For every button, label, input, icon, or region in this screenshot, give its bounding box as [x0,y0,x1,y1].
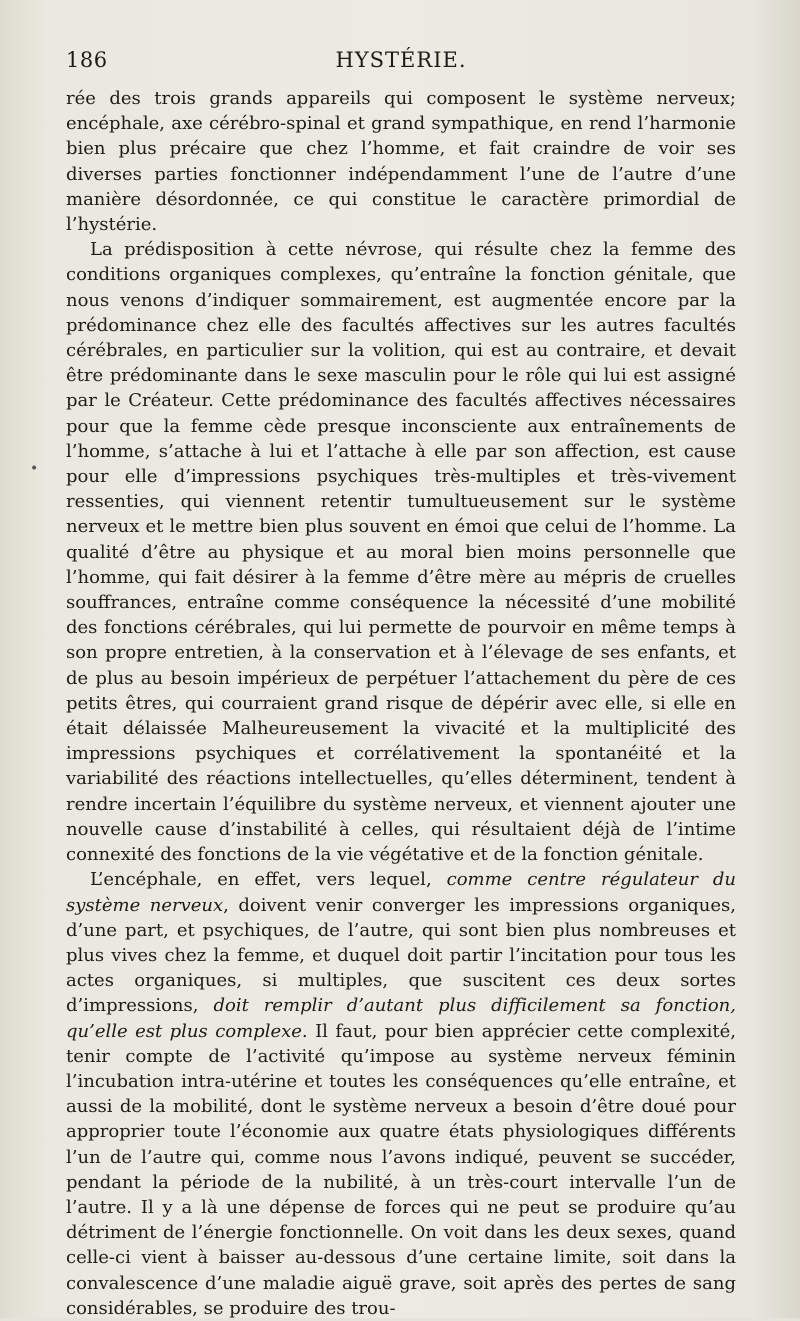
paragraph-3 [66,867,736,1321]
page-number: 186 [66,48,108,72]
italic-segment: doit remplir d’autant plus difficilement sa fonction, qu’elle est plus complexe. [66,995,736,1042]
page-header [66,48,736,82]
text-segment: Il faut, pour bien apprécier cette complexité, tenir compte de l’activité qu’impose au système nerveux féminin l’incubation intra-utérine et toutes les conséquences qu’elle entraîne, et aussi de la mobilité, dont le système nerveux a besoin d’être doué pour approprier toute l’économie aux quatre états physiologiques différents l’un de l’autre qui, comme nous l’avons indiqué, peuvent se succéder, pendant la période de la nubilité, à un très-court intervalle l’un de l’autre. Il y a là une dépense de forces qui ne peut se produire qu’au détriment de l’énergie fonctionnelle. On voit dans les deux sexes, quand celle-ci vient à baisser au-dessous d’une certaine limite, soit dans la convalescence d’une maladie aiguë grave, soit après des pertes de sang considérables, se produire des trou- [66,1020,736,1319]
margin-mark: • [30,461,39,477]
italic-segment: comme centre régulateur du système nerveux [66,869,736,916]
text-segment: , doivent venir converger les impressions organiques, d’une part, et psychiques, de l’autre, qui sont bien plus nombreuses et plus vives chez la femme, et duquel doit partir l’incitation pour tous les actes organiques, si multiples, que suscitent ces deux sortes d’impressions, [66,894,736,1017]
paragraph-2 [66,237,736,867]
text-segment: L’encéphale, en effet, vers lequel, [90,869,447,891]
body-text [66,86,736,1321]
running-title: HYSTÉRIE. [335,48,467,72]
text-segment: La prédisposition à cette névrose, qui résulte chez la femme des conditions organiques complexes, qu’entraîne la fonction génitale, que nous venons d’indiquer sommairement, est augmentée encore par la prédominance chez elle des facultés affectives sur les autres facultés cérébrales, en particulier sur la volition, qui est au contraire, et devait être prédominante dans le sexe masculin pour le rôle qui lui est assigné par le Créateur. Cette prédominance des facultés affectives nécessaires pour que la femme cède presque inconsciente aux entraînements de l’homme, s’attache à lui et l’attache à elle par son affection, est cause pour elle d’impressions psychiques très-multiples et très-vivement ressenties, qui viennent retentir tumultueusement sur le système nerveux et le mettre bien plus souvent en émoi que celui de l’homme. La qualité d’être au physique et au moral bien moins personnelle que l’homme, qui fait désirer à la femme d’être mère au mépris de cruelles souffrances, entraîne comme conséquence la nécessité d’une mobilité des fonctions cérébrales, qui lui permette de pourvoir en même temps à son propre entretien, à la conservation et à l’élevage de ses enfants, et de plus au besoin impérieux de perpétuer l’attachement du père de ces petits êtres, qui courraient grand risque de dépérir avec elle, si elle en était délaissée Malheureusement la vivacité et la multiplicité des impressions psychiques et corrélativement la spontanéité et la variabilité des réactions intellectuelles, qu’elles déterminent, tendent à rendre incertain l’équilibre du système nerveux, et viennent ajouter une nouvelle cause d’instabilité à celles, qui résultaient déjà de l’intime connexité des fonctions de la vie végétative et de la fonction génitale. [66,239,736,866]
paragraph-1 [66,86,736,237]
text-segment: rée des trois grands appareils qui composent le système nerveux; encéphale, axe cérébro-spinal et grand sympathique, en rend l’harmonie bien plus précaire que chez l’homme, et fait craindre de voir ses diverses parties fonctionner indépendamment l’une de l’autre d’une manière désordonnée, ce qui constitue le caractère primordial de l’hystérie. [66,88,736,236]
